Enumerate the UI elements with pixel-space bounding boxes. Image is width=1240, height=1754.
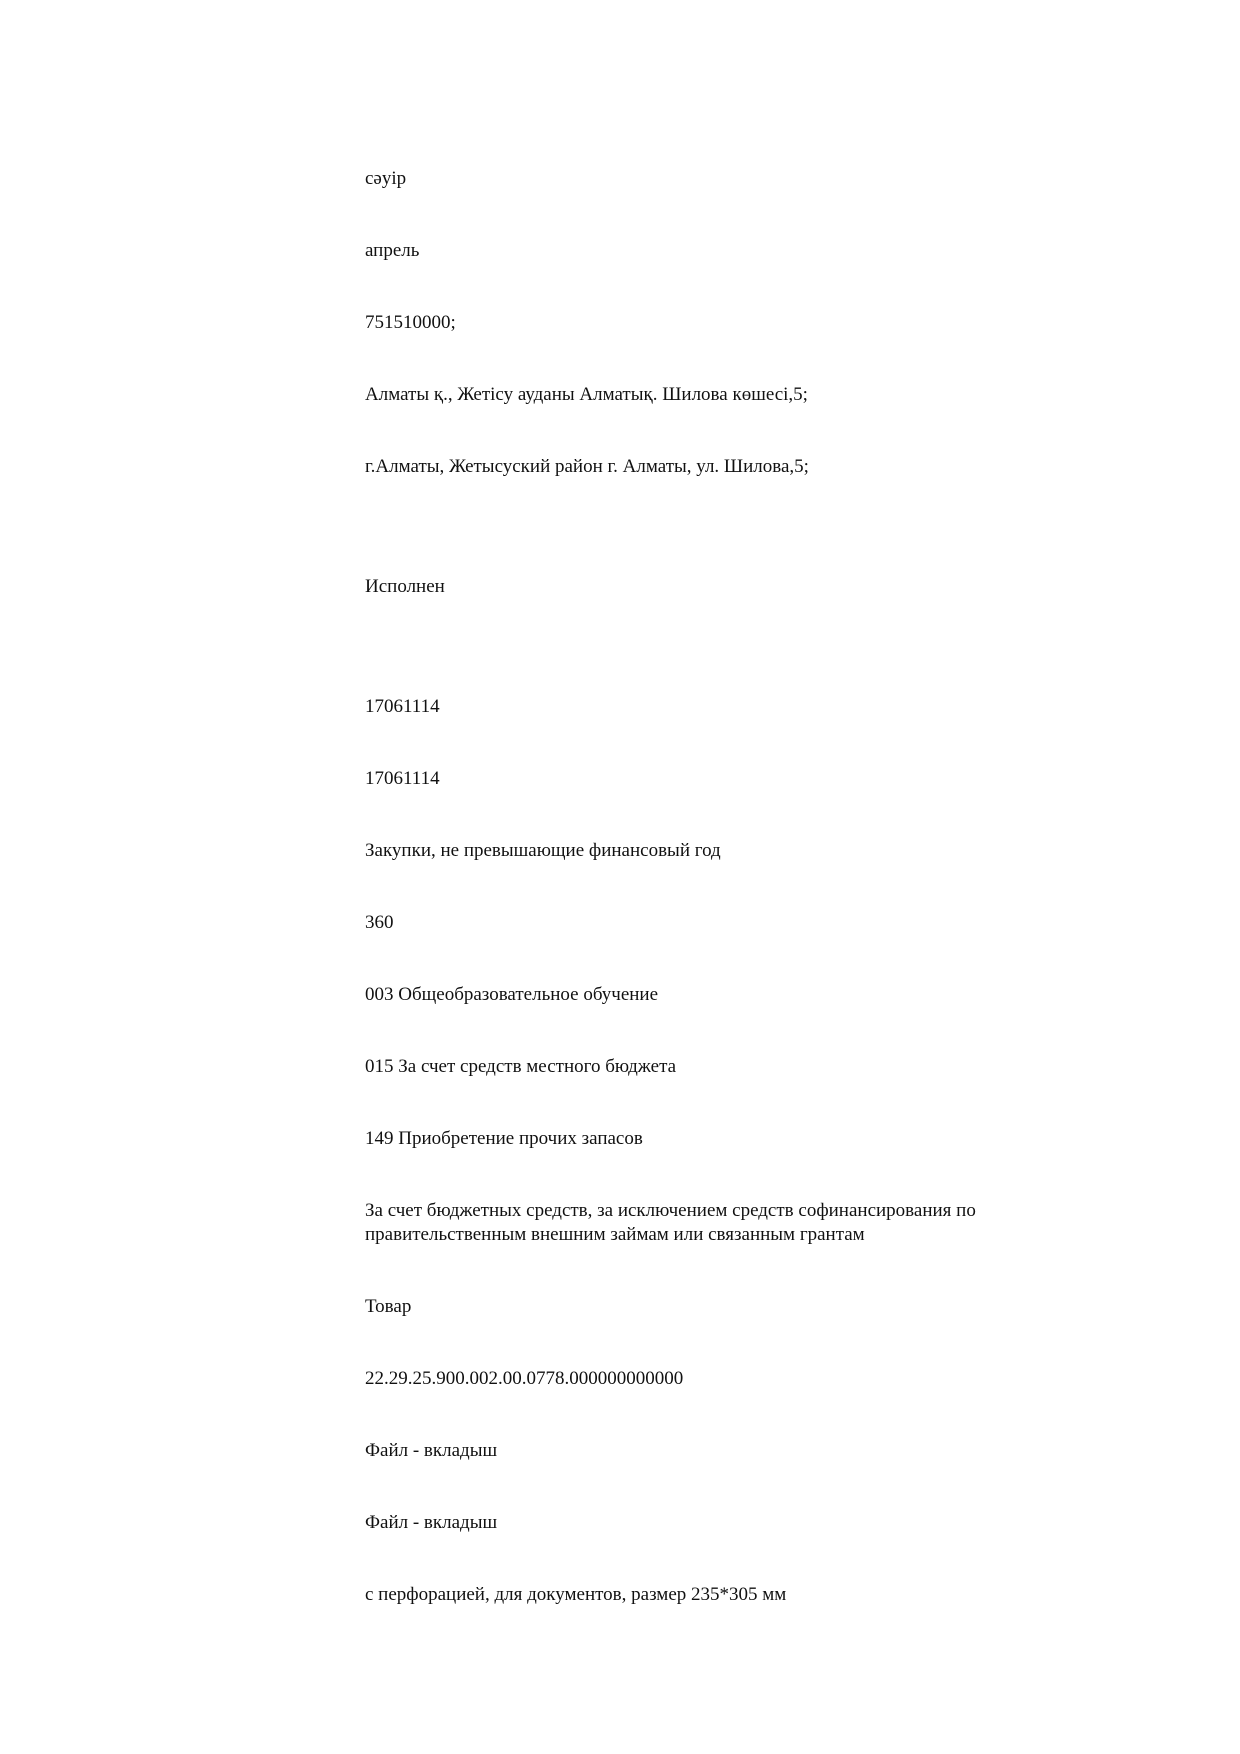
specifics-text: 149 Приобретение прочих запасов — [365, 1128, 643, 1149]
item-name-2: Файл - вкладыш — [365, 1512, 498, 1533]
item-description: с перфорацией, для документов, размер 235*305 мм — [365, 1584, 787, 1605]
subprogram-text: 015 За счет средств местного бюджета — [365, 1056, 677, 1077]
number-value: 360 — [365, 912, 394, 933]
code-value: 751510000; — [365, 312, 456, 333]
funding-source: За счет бюджетных средств, за исключением средств софинансирования по правительственным внешним займам или связанным грантам — [365, 1200, 976, 1245]
month-ru: апрель — [365, 240, 420, 261]
ktru-code: 22.29.25.900.002.00.0778.000000000000 — [365, 1368, 684, 1389]
purchase-type: Закупки, не превышающие финансовый год — [365, 840, 721, 861]
month-kz: сәуір — [365, 168, 407, 189]
program-text: 003 Общеобразовательное обучение — [365, 984, 659, 1005]
address-kz: Алматы қ., Жетісу ауданы Алматық. Шилова көшесі,5; — [365, 384, 808, 405]
item-name-1: Файл - вкладыш — [365, 1440, 498, 1461]
status-text: Исполнен — [365, 576, 445, 597]
id-value-2: 17061114 — [365, 768, 440, 789]
subject-type: Товар — [365, 1296, 412, 1317]
id-value-1: 17061114 — [365, 696, 440, 717]
address-ru: г.Алматы, Жетысуский район г. Алматы, ул. Шилова,5; — [365, 456, 809, 477]
